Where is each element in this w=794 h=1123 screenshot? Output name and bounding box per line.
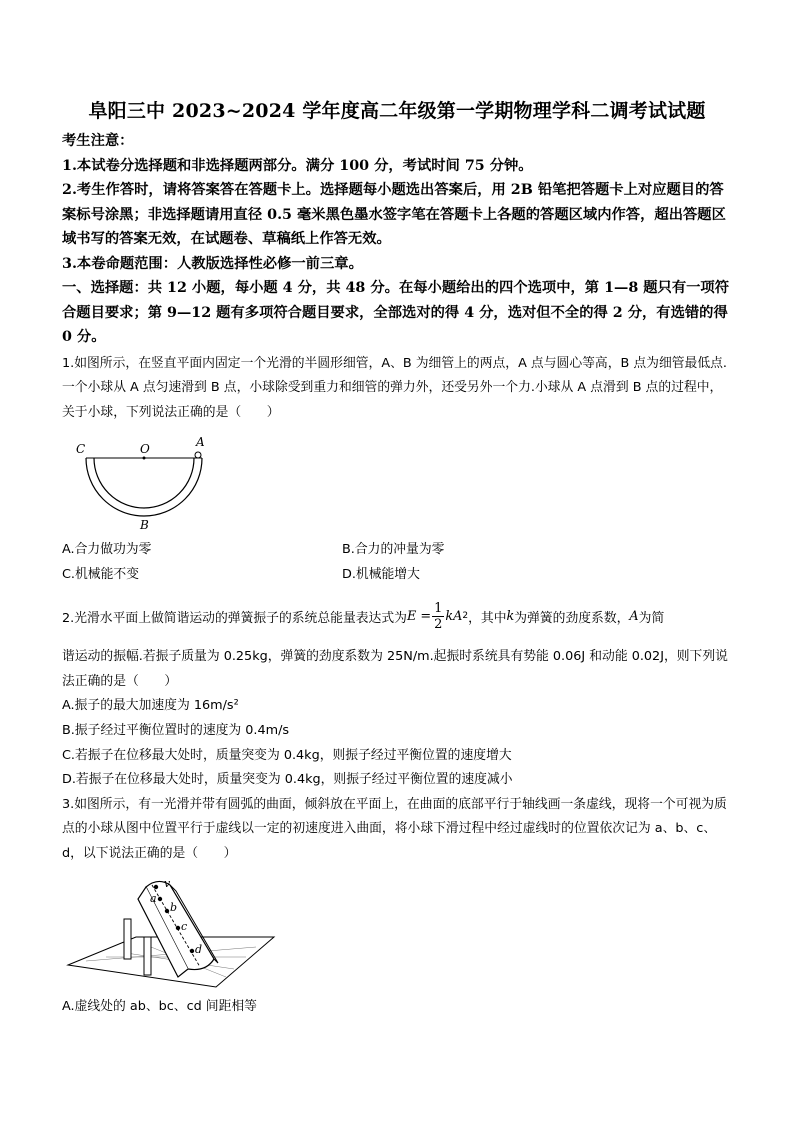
question-2-option-a: A.振子的最大加速度为 16m/s²	[62, 698, 239, 714]
label-v: v	[164, 876, 171, 890]
semicircle-tube-figure	[74, 433, 214, 533]
label-d-point: d	[195, 942, 203, 956]
section-heading: 一、选择题：共 12 小题，每小题 4 分，共 48 分。在每小题给出的四个选项中，第 1—8 题只有一项符合题目要求；第 9—12 题有多项符合题目要求，全部选对的得 4 分，选对但不全的得 2 分，有选错的得 0 分。	[62, 280, 730, 345]
question-2-line-end: 为简	[638, 610, 665, 626]
fraction-numerator: 1	[434, 600, 443, 616]
question-2-mid: ，其中	[468, 610, 507, 626]
question-2-stem-cont: 谐运动的振幅.若振子质量为 0.25kg，弹簧的劲度系数为 25N/m.起振时系统具有势能 0.06J 和动能 0.02J，则下列说法正确的是（ ）	[62, 649, 728, 689]
option-b: B.合力的冲量为零	[342, 542, 445, 558]
label-b-point: b	[170, 900, 178, 914]
curved-slide-figure	[66, 877, 276, 995]
label-a-point: a	[150, 891, 157, 905]
formula-exponent: 2	[462, 611, 469, 622]
label-o: O	[140, 442, 150, 457]
label-a: A	[196, 435, 205, 450]
formula-rhs: kA	[445, 608, 463, 624]
question-2-option-d: D.若振子在位移最大处时，质量突变为 0.4kg，则振子经过平衡位置的速度减小	[62, 772, 513, 788]
question-1-options-row-1	[62, 537, 732, 562]
question-2-intro: 2.光滑水平面上做简谐运动的弹簧振子的系统总能量表达式为	[62, 610, 407, 626]
formula-fraction	[432, 601, 444, 632]
page-title: 阜阳三中 2023~2024 学年度高二年级第一学期物理学科二调考试试题	[88, 100, 706, 122]
question-1-options-row-2	[62, 562, 732, 587]
label-b: B	[140, 518, 149, 533]
notice-item-2: 2.考生作答时，请将答案答在答题卡上。选择题每小题选出答案后，用 2B 铅笔把答题卡上对应题目的答案标号涂黑；非选择题请用直径 0.5 毫米黑色墨水签字笔在答题卡上各题的答题区域内作答，超出答题区域书写的答案无效，在试题卷、草稿纸上作答无效。	[62, 182, 726, 247]
question-2-mid2: 为弹簧的劲度系数，	[514, 610, 630, 626]
notice-heading: 考生注意：	[62, 133, 134, 149]
formula-lhs: E =	[406, 608, 432, 624]
option-a: A.合力做功为零	[62, 542, 152, 558]
question-3-stem: 3.如图所示，有一光滑并带有圆弧的曲面，倾斜放在平面上，在曲面的底部平行于轴线画一条虚线，现将一个可视为质点的小球从图中位置平行于虚线以一定的初速度进入曲面，将小球下滑过程中经过虚线时的位置依次记为 a、b、c、d，以下说法正确的是（ ）	[62, 796, 727, 862]
fraction-denominator: 2	[434, 616, 443, 632]
label-c: C	[76, 442, 86, 457]
option-d: D.机械能增大	[342, 567, 420, 583]
symbol-k: k	[506, 608, 515, 624]
question-3-option-a: A.虚线处的 ab、bc、cd 间距相等	[62, 998, 257, 1014]
symbol-a: A	[629, 608, 639, 624]
question-2-option-b: B.振子经过平衡位置时的速度为 0.4m/s	[62, 723, 290, 739]
notice-item-1: 1.本试卷分选择题和非选择题两部分。满分 100 分，考试时间 75 分钟。	[62, 157, 533, 174]
option-c: C.机械能不变	[62, 567, 139, 583]
label-c-point: c	[181, 919, 188, 933]
question-2-option-c: C.若振子在位移最大处时，质量突变为 0.4kg，则振子经过平衡位置的速度增大	[62, 747, 512, 763]
question-2-first-line	[62, 587, 732, 645]
question-1-stem: 1.如图所示，在竖直平面内固定一个光滑的半圆形细管，A、B 为细管上的两点，A 点与圆心等高，B 点为细管最低点.一个小球从 A 点匀速滑到 B 点，小球除受到重力和细管的弹力外，还受另外一个力.小球从 A 点滑到 B 点的过程中，关于小球，下列说法正确的是（ ）	[62, 355, 728, 420]
notice-item-3: 3.本卷命题范围：人教版选择性必修一前三章。	[62, 255, 363, 272]
exam-page	[62, 96, 732, 1019]
